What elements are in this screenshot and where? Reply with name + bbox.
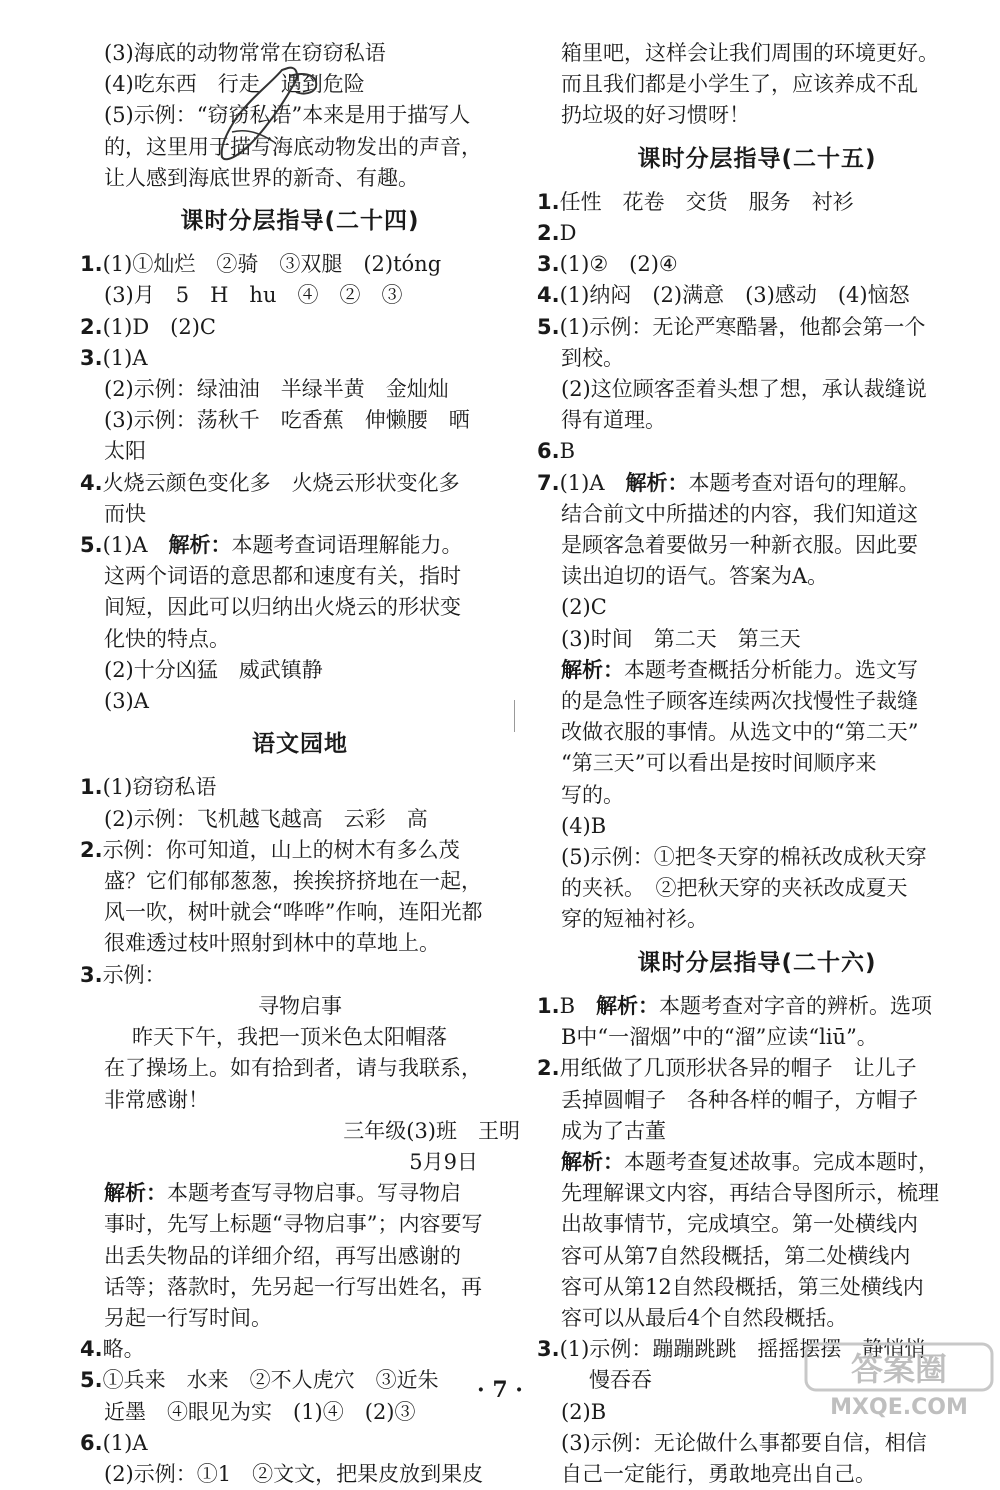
answer-item (80, 468, 520, 499)
answer-text: 箱里吧，这样会让我们周围的环境更好。 (561, 41, 939, 65)
answer-text: (3)时间 第二天 第三天 (561, 626, 801, 651)
answer-line (80, 1209, 520, 1240)
analysis-text: 本题考查词语理解能力。 (231, 533, 463, 558)
answer-line (537, 69, 977, 100)
answer-line (80, 1241, 520, 1272)
answer-line (80, 928, 520, 959)
answer-item (537, 991, 977, 1022)
item-number: 1. (80, 775, 103, 800)
page-number: · 7 · (477, 1377, 523, 1403)
signature-line: 5月9日 (409, 1149, 520, 1174)
answer-text: 化快的特点。 (104, 626, 230, 651)
answer-text: 是顾客急着要做另一种新衣服。因此要 (561, 533, 918, 558)
answer-item (537, 312, 977, 343)
answer-text: 写的。 (561, 782, 624, 807)
section-heading: 课时分层指导(二十五) (637, 145, 877, 172)
answer-line (537, 904, 977, 935)
answer-line (537, 842, 977, 873)
analysis-text: 本题考查概括分析能力。选文写 (624, 657, 918, 682)
answer-line (537, 717, 977, 748)
answer-line (537, 686, 977, 717)
answer-item (537, 1053, 977, 1084)
answer-line (80, 866, 520, 897)
answer-line (80, 436, 520, 467)
answer-item (80, 530, 520, 561)
answer-text: (3)A (104, 689, 149, 714)
item-number: 2. (80, 314, 103, 339)
answer-text: D (559, 221, 577, 246)
answer-text: 非常感谢！ (104, 1087, 209, 1112)
answer-item (537, 187, 977, 218)
analysis-text: 本题考查对语句的理解。 (688, 470, 920, 495)
answer-text: 间短，因此可以归纳出火烧云的形状变 (104, 595, 461, 620)
answer-text: 得有道理。 (561, 408, 666, 433)
answer-text: 到校。 (561, 345, 624, 370)
item-number: 7. (537, 470, 560, 495)
answer-line (80, 686, 520, 717)
answer-line (537, 1085, 977, 1116)
answer-text: B中“一溜烟”中的“溜”应读“liū”。 (561, 1025, 878, 1050)
answer-line (537, 1272, 977, 1303)
answer-text: 结合前文中所描述的内容，我们知道这 (561, 501, 918, 526)
answer-text: 示例：你可知道，山上的树木有多么茂 (102, 837, 460, 862)
answer-text: (2)十分凶猛 威武镇静 (104, 657, 323, 682)
answer-line (537, 780, 977, 811)
answer-text: 而且我们都是小学生了，应该养成不乱 (561, 72, 918, 97)
answer-text: “第三天”可以看出是按时间顺序来 (561, 751, 877, 776)
item-number: 5. (80, 1368, 103, 1393)
answer-text: 的，这里用于描写海底动物发出的声音， (104, 134, 482, 159)
answer-line (537, 1022, 977, 1053)
answer-text: (3)示例：无论做什么事都要自信，相信 (561, 1430, 927, 1455)
answer-text: 近墨 ④眼见为实 (1)④ (2)③ (104, 1399, 416, 1424)
answer-line (80, 1272, 520, 1303)
item-number: 2. (537, 221, 560, 246)
answer-line (537, 343, 977, 374)
answer-text: 示例： (102, 962, 166, 987)
answer-text: (2)C (561, 595, 607, 620)
answer-text: 容可从第7自然段概括，第二处横线内 (561, 1243, 911, 1268)
right-column (537, 38, 977, 1490)
answer-line (80, 655, 520, 686)
answer-line (537, 100, 977, 131)
answer-text: 用纸做了几顶形状各异的帽子 让儿子 (559, 1056, 917, 1081)
column-divider (514, 700, 515, 732)
answer-text: (1)A (102, 1430, 148, 1455)
answer-line (80, 499, 520, 530)
answer-text: 话等；落款时，先另起一行写出姓名，再 (104, 1274, 482, 1299)
answer-item (537, 436, 977, 467)
answer-text: 风一吹，树叶就会“哗哗”作响，连阳光都 (104, 900, 483, 925)
answer-text: 任性 花卷 交货 服务 衬衫 (559, 189, 854, 214)
answer-line (537, 624, 977, 655)
answer-line (537, 1178, 977, 1209)
answer-text: (1)D (2)C (102, 314, 216, 339)
item-number: 4. (80, 470, 103, 495)
analysis-label: 解析： (596, 993, 660, 1018)
answer-line (80, 374, 520, 405)
item-number: 3. (80, 962, 103, 987)
answer-text: (1)纳闷 (2)满意 (3)感动 (4)恼怒 (559, 283, 910, 308)
left-column (80, 38, 520, 1490)
answer-line (80, 561, 520, 592)
section-heading: 语文园地 (252, 731, 348, 758)
answer-line (537, 1147, 977, 1178)
answer-text: 成为了古董 (561, 1118, 666, 1143)
answer-text: B (559, 993, 597, 1018)
answer-text: (5)示例：“窃窃私语”本来是用于描写人 (104, 103, 471, 128)
answer-text: 另起一行写时间。 (104, 1305, 272, 1330)
answer-text: 读出迫切的语气。答案为A。 (561, 564, 829, 589)
answer-text: 先理解课文内容，再结合导图所示，梳理 (561, 1181, 939, 1206)
answer-text: B (559, 439, 576, 464)
answer-line (537, 1209, 977, 1240)
answer-text: 改做衣服的事情。从选文中的“第二天” (561, 720, 919, 745)
answer-text: 这两个词语的意思都和速度有关，指时 (104, 564, 461, 589)
answer-line (80, 1303, 520, 1334)
answer-item (537, 468, 977, 499)
answer-item (537, 218, 977, 249)
answer-text: (1)示例：蹦蹦跳跳 摇摇摆摆 静悄悄 (559, 1337, 926, 1362)
answer-line (537, 405, 977, 436)
answer-text: ①兵来 水来 ②不人虎穴 ③近朱 (102, 1368, 439, 1393)
answer-line (80, 1178, 520, 1209)
item-number: 6. (537, 439, 560, 464)
answer-line (537, 592, 977, 623)
answer-line (80, 804, 520, 835)
answer-text: 昨天下午，我把一顶米色太阳帽落 (132, 1025, 447, 1050)
answer-line (537, 1116, 977, 1147)
answer-line (537, 374, 977, 405)
answer-line (537, 561, 977, 592)
answer-text: 让人感到海底世界的新奇、有趣。 (104, 165, 419, 190)
answer-line (80, 405, 520, 436)
item-number: 3. (537, 1337, 560, 1362)
answer-line (537, 655, 977, 686)
analysis-label: 解析： (561, 1149, 624, 1174)
answer-text: 的是急性子顾客连续两次找慢性子裁缝 (561, 689, 918, 714)
answer-text: 而快 (104, 501, 146, 526)
signature-line: 三年级(3)班 王明 (343, 1118, 520, 1143)
answer-item (80, 343, 520, 374)
answer-item (537, 280, 977, 311)
answer-text: 容可以从最后4个自然段概括。 (561, 1305, 848, 1330)
answer-line (80, 1022, 520, 1053)
answer-item (80, 772, 520, 803)
answer-text: (2)B (561, 1399, 607, 1424)
pencil-scribble-icon (212, 62, 332, 172)
answer-text: (2)示例：绿油油 半绿半黄 金灿灿 (104, 377, 449, 402)
answer-line (80, 897, 520, 928)
answer-text: (1)窃窃私语 (102, 775, 217, 800)
answer-text: (4)B (561, 813, 607, 838)
analysis-label: 解析： (625, 470, 689, 495)
answer-text: (1)② (2)④ (559, 252, 678, 277)
item-number: 3. (80, 345, 103, 370)
answer-line (537, 748, 977, 779)
analysis-label: 解析： (561, 657, 624, 682)
answer-text: 火烧云颜色变化多 火烧云形状变化多 (102, 470, 460, 495)
item-number: 5. (537, 314, 560, 339)
answer-text: (4)吃东西 行走 遇到危险 (104, 72, 365, 97)
answer-text: 扔垃圾的好习惯呀！ (561, 103, 750, 128)
section-heading: 课时分层指导(二十四) (180, 208, 420, 235)
item-number: 6. (80, 1430, 103, 1455)
answer-line (80, 592, 520, 623)
answer-text: 的夹袄。 ②把秋天穿的夹袄改成夏天 (561, 876, 908, 901)
answer-text: (1)①灿烂 ②骑 ③双腿 (2)tóng (102, 252, 442, 277)
item-number: 5. (80, 533, 103, 558)
analysis-text: 本题考查写寻物启事。写寻物启 (167, 1181, 461, 1206)
answer-text: 盛？它们郁郁葱葱，挨挨挤挤地在一起， (104, 869, 482, 894)
answer-text: 穿的短袖衬衫。 (561, 907, 708, 932)
answer-text: 太阳 (104, 439, 146, 464)
answer-line (537, 811, 977, 842)
answer-line (537, 499, 977, 530)
answer-text: 出故事情节，完成填空。第一处横线内 (561, 1212, 918, 1237)
answer-text: 很难透过枝叶照射到林中的草地上。 (104, 931, 440, 956)
item-number: 1. (537, 993, 560, 1018)
answer-text: 略。 (102, 1337, 145, 1362)
answer-text: (1)A (102, 345, 148, 370)
answer-item (80, 312, 520, 343)
answer-line (537, 1241, 977, 1272)
analysis-text: 本题考查复述故事。完成本题时， (624, 1149, 939, 1174)
answer-text: 自己一定能行，勇敢地亮出自己。 (561, 1461, 876, 1486)
answer-item (537, 249, 977, 280)
answer-line (537, 1428, 977, 1459)
notice-title: 寻物启事 (258, 993, 342, 1018)
analysis-text: 本题考查对字音的辨析。选项 (659, 993, 933, 1018)
answer-line (537, 530, 977, 561)
answer-text: (3)月 5 H hu ④ ② ③ (104, 283, 403, 308)
answer-text: (1)示例：无论严寒酷暑，他都会第一个 (559, 314, 926, 339)
answer-line (537, 38, 977, 69)
answer-item (80, 1428, 520, 1459)
answer-line (80, 280, 520, 311)
item-number: 4. (537, 283, 560, 308)
answer-text: 容可从第12自然段概括，第三处横线内 (561, 1274, 924, 1299)
answer-line (537, 1303, 977, 1334)
answer-item (80, 1334, 520, 1365)
answer-text: 丢掉圆帽子 各种各样的帽子，方帽子 (561, 1087, 918, 1112)
item-number: 4. (80, 1337, 103, 1362)
analysis-label: 解析： (168, 533, 232, 558)
section-heading: 课时分层指导(二十六) (637, 949, 877, 976)
item-number: 3. (537, 252, 560, 277)
answer-line (80, 624, 520, 655)
answer-text: (2)这位顾客歪着头想了想，承认裁缝说 (561, 377, 927, 402)
answer-text: 出丢失物品的详细介绍，再写出感谢的 (104, 1243, 461, 1268)
analysis-label: 解析： (104, 1181, 167, 1206)
answer-line (537, 1459, 977, 1490)
answer-line (80, 1459, 520, 1490)
watermark-bottom-text: MXQE.COM (830, 1395, 968, 1420)
answer-line (537, 873, 977, 904)
answer-item (80, 960, 520, 991)
answer-text: (1)A (102, 533, 169, 558)
answer-line (80, 1085, 520, 1116)
answer-text: 事时，先写上标题“寻物启事”；内容要写 (104, 1212, 483, 1237)
item-number: 2. (537, 1056, 560, 1081)
answer-text: (2)示例：飞机越飞越高 云彩 高 (104, 806, 428, 831)
watermark-top-text: 答案圈 (850, 1350, 948, 1388)
answer-text: 在了操场上。如有拾到者，请与我联系， (104, 1056, 482, 1081)
answer-text: (2)示例：①1 ②文文，把果皮放到果皮 (104, 1461, 484, 1486)
answer-text: (3)示例：荡秋千 吃香蕉 伸懒腰 晒 (104, 408, 470, 433)
answer-item (80, 835, 520, 866)
answer-text: 慢吞吞 (589, 1368, 652, 1393)
item-number: 2. (80, 837, 103, 862)
item-number: 1. (537, 189, 560, 214)
answer-line (80, 1053, 520, 1084)
answer-text: (1)A (559, 470, 626, 495)
answer-text: (5)示例：①把冬天穿的棉袄改成秋天穿 (561, 845, 927, 870)
item-number: 1. (80, 252, 103, 277)
answer-item (80, 249, 520, 280)
answer-text: (3)海底的动物常常在窃窃私语 (104, 41, 386, 65)
